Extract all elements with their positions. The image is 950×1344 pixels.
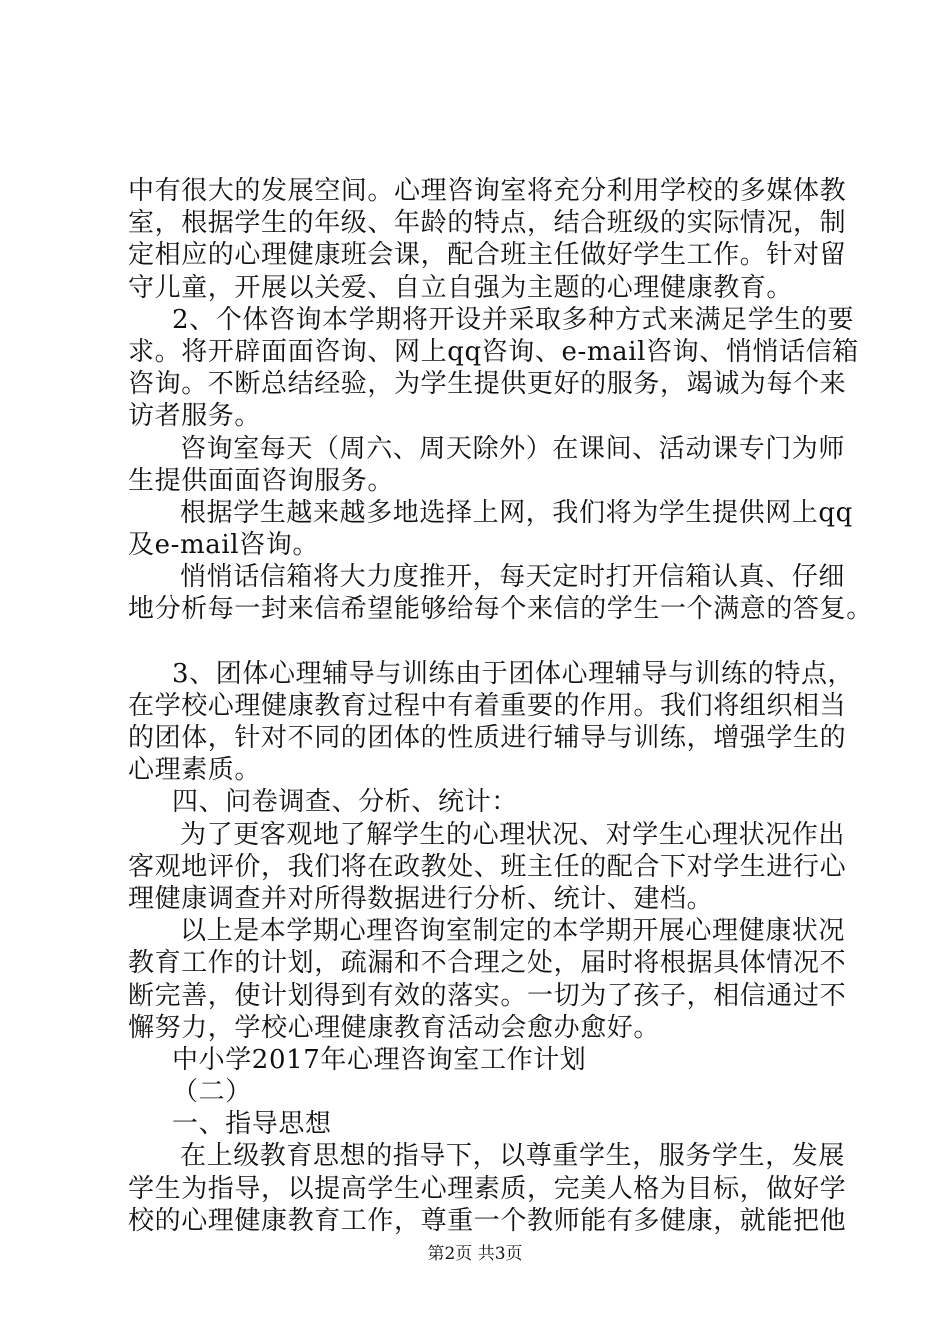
text-line: 在学校心理健康教育过程中有着重要的作用。我们将组织相当 (128, 690, 847, 721)
text-line: 校的心理健康教育工作，尊重一个教师能有多健康，就能把他 (128, 1205, 847, 1236)
section-heading: 一、指导思想 (172, 1109, 332, 1140)
text-line: 室，根据学生的年级、年龄的特点，结合班级的实际情况，制 (128, 208, 847, 239)
text-line: 理健康调查并对所得数据进行分析、统计、建档。 (128, 883, 714, 914)
text-line: 定相应的心理健康班会课，配合班主任做好学生工作。针对留 (128, 240, 847, 271)
document-body (128, 175, 873, 1237)
text-line: 守儿童，开展以关爱、自立自强为主题的心理健康教育。 (128, 272, 794, 303)
text-line: 悄悄话信箱将大力度推开，每天定时打开信箱认真、仔细 (180, 562, 846, 593)
page-number: 第2页 共3页 (427, 1244, 523, 1264)
text-line: 以上是本学期心理咨询室制定的本学期开展心理健康状况 (180, 916, 846, 947)
text-line: 2、个体咨询本学期将开设并采取多种方式来满足学生的要 (172, 304, 855, 335)
text-line: 根据学生越来越多地选择上网，我们将为学生提供网上qq (180, 497, 853, 528)
text-line: 咨询。不断总结经验，为学生提供更好的服务，竭诚为每个来 (128, 369, 847, 400)
section-heading: 四、问卷调查、分析、统计： (172, 787, 518, 818)
text-line: 客观地评价，我们将在政教处、班主任的配合下对学生进行心 (128, 851, 847, 882)
text-line: 地分析每一封来信希望能够给每个来信的学生一个满意的答复。 (128, 594, 873, 625)
text-line: 访者服务。 (128, 401, 262, 432)
text-line: 的团体，针对不同的团体的性质进行辅导与训练，增强学生的 (128, 723, 847, 753)
text-line: 及e-mail咨询。 (128, 530, 319, 561)
document-subtitle: （二） (172, 1077, 252, 1108)
text-line: 为了更客观地了解学生的心理状况、对学生心理状况作出 (180, 819, 846, 850)
text-line: 咨询室每天（周六、周天除外）在课间、活动课专门为师 (180, 433, 846, 464)
text-line: 断完善，使计划得到有效的落实。一切为了孩子，相信通过不 (128, 980, 847, 1011)
paragraph-gap (128, 626, 848, 658)
text-line: 在上级教育思想的指导下，以尊重学生，服务学生，发展 (180, 1141, 846, 1172)
document-title: 中小学2017年心理咨询室工作计划 (172, 1044, 587, 1075)
text-line: 教育工作的计划，疏漏和不合理之处，届时将根据具体情况不 (128, 948, 847, 979)
text-line: 生提供面面咨询服务。 (128, 465, 395, 496)
text-line: 3、团体心理辅导与训练由于团体心理辅导与训练的特点， (172, 658, 855, 689)
text-line: 学生为指导，以提高学生心理素质，完美人格为目标，做好学 (128, 1173, 847, 1204)
text-line: 心理素质。 (128, 755, 262, 786)
text-line: 中有很大的发展空间。心理咨询室将充分利用学校的多媒体教 (128, 176, 847, 206)
text-line: 求。将开辟面面咨询、网上qq咨询、e-mail咨询、悄悄话信箱 (128, 336, 859, 367)
text-line: 懈努力，学校心理健康教育活动会愈办愈好。 (128, 1012, 661, 1043)
